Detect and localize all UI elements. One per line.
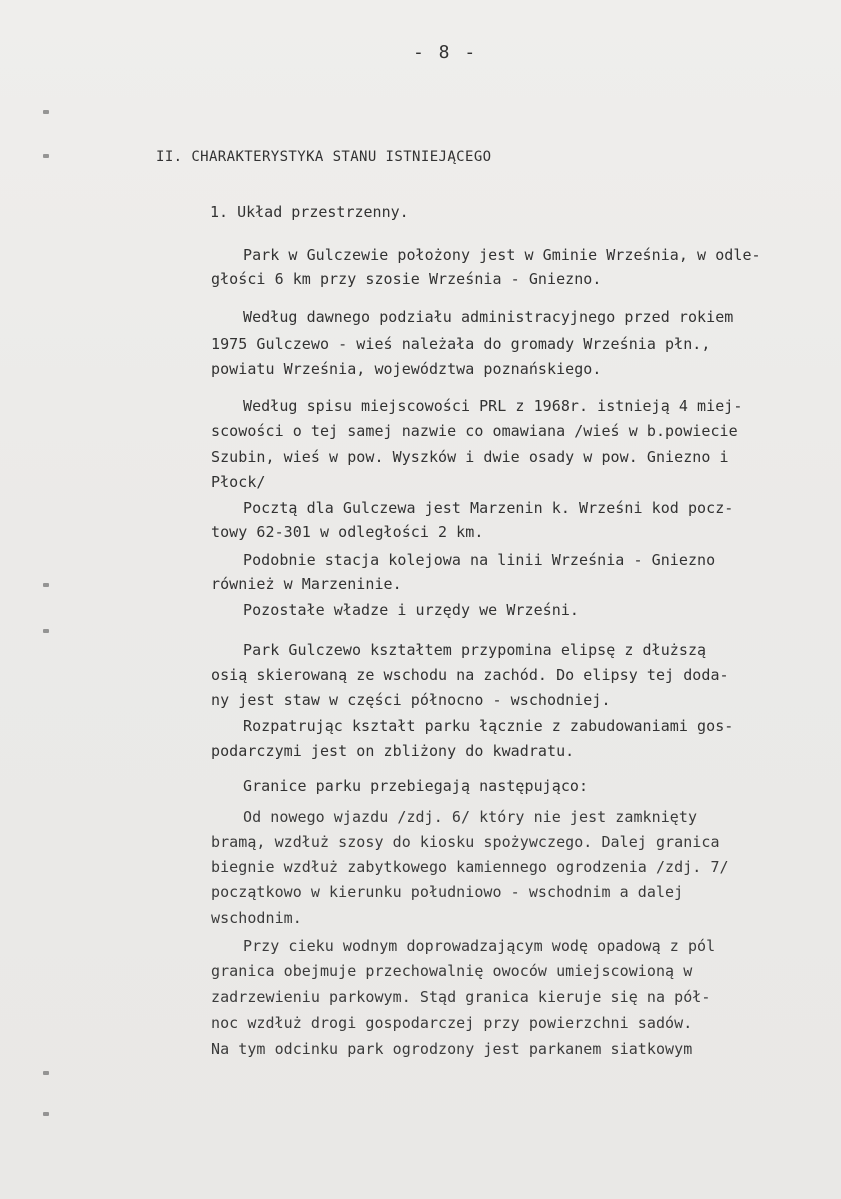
paragraph-line: Pocztą dla Gulczewa jest Marzenin k. Wrześni kod pocz- xyxy=(243,499,734,517)
punch-hole-mark xyxy=(43,1071,49,1075)
paragraph-line: Szubin, wieś w pow. Wyszków i dwie osady w pow. Gniezno i xyxy=(211,448,729,466)
punch-hole-mark xyxy=(43,583,49,587)
paragraph-line: towy 62-301 w odległości 2 km. xyxy=(211,523,484,541)
paragraph-line: Według spisu miejscowości PRL z 1968r. istnieją 4 miej- xyxy=(243,397,743,415)
paragraph-line: Rozpatrując kształt parku łącznie z zabudowaniami gos- xyxy=(243,717,734,735)
paragraph-line: Przy cieku wodnym doprowadzającym wodę opadową z pól xyxy=(243,937,716,955)
paragraph-line: podarczymi jest on zbliżony do kwadratu. xyxy=(211,742,575,760)
section-heading: II. CHARAKTERYSTYKA STANU ISTNIEJĄCEGO xyxy=(156,149,492,165)
paragraph-line: Na tym odcinku park ogrodzony jest parkanem siatkowym xyxy=(211,1040,693,1058)
paragraph-line: 1975 Gulczewo - wieś należała do gromady Września płn., xyxy=(211,335,711,353)
paragraph-line: Według dawnego podziału administracyjnego przed rokiem xyxy=(243,308,734,326)
paragraph-line: Podobnie stacja kolejowa na linii Września - Gniezno xyxy=(243,551,716,569)
paragraph-line: bramą, wzdłuż szosy do kiosku spożywczego. Dalej granica xyxy=(211,833,720,851)
paragraph-line: biegnie wzdłuż zabytkowego kamiennego ogrodzenia /zdj. 7/ xyxy=(211,858,729,876)
paragraph-line: ny jest staw w części północno - wschodniej. xyxy=(211,691,611,709)
paragraph-line: wschodnim. xyxy=(211,909,302,927)
punch-hole-mark xyxy=(43,110,49,114)
paragraph-line: Park Gulczewo kształtem przypomina elipsę z dłuższą xyxy=(243,641,707,659)
paragraph-line: powiatu Września, województwa poznańskiego. xyxy=(211,360,602,378)
paragraph-line: zadrzewieniu parkowym. Stąd granica kieruje się na pół- xyxy=(211,988,711,1006)
paragraph-line: również w Marzeninie. xyxy=(211,575,402,593)
paragraph-line: scowości o tej samej nazwie co omawiana /wieś w b.powiecie xyxy=(211,422,738,440)
paragraph-line: Park w Gulczewie położony jest w Gminie Września, w odle- xyxy=(243,246,761,264)
paragraph-line: początkowo w kierunku południowo - wschodnim a dalej xyxy=(211,883,684,901)
page-number: - 8 - xyxy=(413,42,478,63)
punch-hole-mark xyxy=(43,154,49,158)
paragraph-line: granica obejmuje przechowalnię owoców umiejscowioną w xyxy=(211,962,693,980)
punch-hole-mark xyxy=(43,1112,49,1116)
subheading: 1. Układ przestrzenny. xyxy=(210,203,409,221)
paragraph-line: Płock/ xyxy=(211,473,266,491)
punch-hole-mark xyxy=(43,629,49,633)
paragraph-line: Granice parku przebiegają następująco: xyxy=(243,777,589,795)
paragraph-line: głości 6 km przy szosie Września - Gniezno. xyxy=(211,270,602,288)
paragraph-line: osią skierowaną ze wschodu na zachód. Do elipsy tej doda- xyxy=(211,666,729,684)
paragraph-line: Od nowego wjazdu /zdj. 6/ który nie jest zamknięty xyxy=(243,808,698,826)
paragraph-line: noc wzdłuż drogi gospodarczej przy powierzchni sadów. xyxy=(211,1014,693,1032)
paragraph-line: Pozostałe władze i urzędy we Wrześni. xyxy=(243,601,579,619)
